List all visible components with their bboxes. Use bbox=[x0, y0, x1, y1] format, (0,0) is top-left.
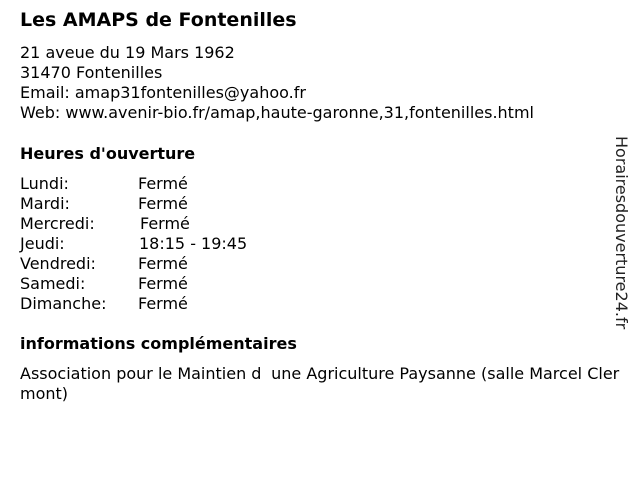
hours-row-tuesday bbox=[20, 194, 420, 214]
contact-block bbox=[20, 43, 534, 123]
day-hours: Fermé bbox=[138, 254, 188, 273]
day-hours: 18:15 - 19:45 bbox=[139, 234, 248, 253]
day-label: Jeudi: bbox=[20, 234, 65, 253]
postal-city: 31470 Fontenilles bbox=[20, 63, 163, 82]
hours-row-saturday bbox=[20, 274, 420, 294]
info-description: Association pour le Maintien dune Agriculture Paysanne (salle Marcel Clermont) bbox=[20, 364, 620, 403]
page-title: Les AMAPS de Fontenilles bbox=[20, 9, 297, 31]
day-hours: Fermé bbox=[140, 214, 190, 233]
day-label: Mardi: bbox=[20, 194, 70, 213]
day-hours: Fermé bbox=[138, 174, 188, 193]
day-hours: Fermé bbox=[138, 274, 188, 293]
hours-row-wednesday bbox=[20, 214, 420, 234]
email-line: Email: amap31fontenilles@yahoo.fr bbox=[20, 83, 306, 102]
hours-row-friday bbox=[20, 254, 420, 274]
day-label: Samedi: bbox=[20, 274, 86, 293]
day-label: Lundi: bbox=[20, 174, 69, 193]
side-brand-watermark: Horairesdouverture24.fr bbox=[612, 136, 631, 330]
info-heading: informations complémentaires bbox=[20, 334, 297, 353]
hours-row-thursday bbox=[20, 234, 420, 254]
street-address: 21 aveue du 19 Mars 1962 bbox=[20, 43, 235, 62]
day-label: Mercredi: bbox=[20, 214, 95, 233]
hours-row-monday bbox=[20, 174, 420, 194]
day-label: Dimanche: bbox=[20, 294, 107, 313]
hours-heading: Heures d'ouverture bbox=[20, 144, 196, 163]
hours-table bbox=[20, 174, 420, 314]
day-hours: Fermé bbox=[138, 294, 188, 313]
day-label: Vendredi: bbox=[20, 254, 96, 273]
web-line: Web: www.avenir-bio.fr/amap,haute-garonne,31,fontenilles.html bbox=[20, 103, 534, 122]
hours-row-sunday bbox=[20, 294, 420, 314]
day-hours: Fermé bbox=[138, 194, 188, 213]
